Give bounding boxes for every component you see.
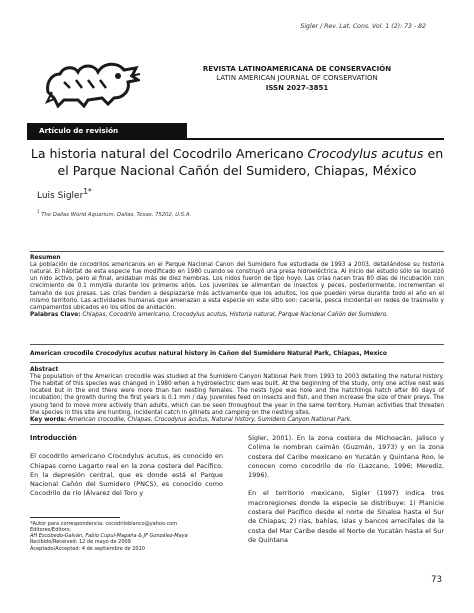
received-date: Recibido/Received: 12 de mayo de 2009 [30,539,131,546]
abstract-bottom-rule [30,424,444,425]
author: Luis Sigler$^{1*}$ [37,187,92,201]
editors-label: Editores/Editors: [30,526,72,533]
journal-header [150,65,444,93]
right-paragraph-2: En el territorio mexicano, Sigler (1997) indica tres macroregiones donde la especie se distribuye: 1) Planicie costera del Pacífico desde el norte de Sinaloa hasta el Sur de Chiapas; 2) rías, bahías, islas y bancos arrecifales de la costa del Mar Caribe desde el Norte de Yucatán hasta el Sur de Quintana [248,489,444,544]
section-label: Artículo de revisión [27,123,187,138]
journal-subtitle: LATIN AMERICAN JOURNAL OF CONSERVATION [216,74,378,83]
resumen-rule [30,251,444,252]
journal-issn: ISSN 2027-3851 [265,83,329,92]
abstract-keywords: Key words: American crocodile, Chiapas, Crocodylus acutus, Natural history, Sumidero Canyon National Park. [30,416,352,423]
article-title: La historia natural del Cocodrilo Americano Crocodylus acutus en el Parque Nacional Cañón del Sumidero, Chiapas, México [30,146,444,178]
running-head: Sigler / Rev. Lat. Cons. Vol. 1 (2): 73 - 82 [300,23,426,30]
abstract-block [30,366,444,424]
intro-column [30,434,223,499]
editors: AH Escobedo-Galván, Fabio Cupul-Magaña & JF González-Maya [30,533,188,540]
footnotes [30,517,223,552]
english-title: American crocodile Crocodylus acutus natural history in Cañon del Sumidero Natural Park, Chiapas, Mexico [30,351,387,357]
page-number: 73 [431,575,442,585]
right-paragraph-1: Sigler, 2001). En la zona costera de Michoacán, Jalisco y Colima le nombran caimán (Guzmán, 1973) y en la zona costera del Caribe mexicano en Yucatán y Quintana Roo, le conocen como cocodrilo de río (Lazcano, 1996; Merediz, 1996). [248,434,444,480]
journal-name: REVISTA LATINOAMERICANA DE CONSERVACIÓN [202,65,392,73]
abstract-rule [30,362,444,363]
english-title-rule [30,344,444,345]
intro-paragraph: El cocodrilo americano Crocodylus acutus, es conocido en Chiapas como Lagarto real en la zona costera del Pacífico. En la depresión central, que es donde está el Parque Nacional Cañón del Sumidero (PNCS), es conocido como Cocodrilo de río (Álvarez del Toro y [30,452,223,498]
affiliation: $^1$ The Dallas World Aquarium, Dallas, Texas, 75202, U.S.A. [37,209,192,218]
footnote-rule [30,517,120,518]
resumen-keywords: Palabras Clave: Chiapas, Cocodrilo americano, Crocodylus acutus, Historia natural, Parque Nacional Cañón del Sumidero. [30,312,388,319]
corresponding-author: *Autor para correspondencia: cocodriloblanco@yahoo.com [30,520,178,527]
resumen-heading: Resumen [30,255,61,261]
intro-heading: Introducción [30,434,77,442]
title-species: Crocodylus acutus [307,146,424,161]
accepted-date: Aceptado/Accepted: 4 de septiembre de 2010 [30,545,145,552]
resumen-block [30,254,444,319]
abstract-text: The population of the American crocodile was studied at the Sumidero Canyon National Park from 1993 to 2003 detailing the natural history. The habitat of this species was changed in 1980 when a hydroelectric dam was built. At the beginning of the study, only one active nest was located but in the end there were more than ten nesting females. The nests type was hole and the hatchlings hatch after 80 days of incubation; the growth during the first years is 0.1 mm / day. Juveniles feed on insects and fish, and then increase the size of their preys. The young tend to move more actively than adults, which can be seen throughout the year in the same territory. Human activities that threaten the species in this site are hunting, incidental catch in gillnets and camping on the nesting sites. [30,374,444,416]
crocodile-logo [44,52,140,110]
resumen-text: La población de cocodrilos americanos en el Parque Nacional Canon del Sumidero fue estudiada de 1993 a 2003, detallándose su historia natural. El hábitat de esta especie fue modificado en 1980 cuando se construyó una presa hidroeléctrica. Al inicio del estudio sólo se localizó un nido activo, pero al final, anidaban más de diez hembras. Los nidos fueron de tipo hoyo. Las crías nacen tras 80 días de incubación con crecimiento de 0.1 mm/día durante los primeros años. Los juveniles se alimentan de insectos y peces, posteriormente, incrementan el tamaño de sus presas. Las crías tienden a desplazarse más activamente que los adultos, los que pueden verse durante todo el año en el mismo territorio. Las actividades humanas que amenazan a esta especie en este sitio son: cacería, pesca incidental en redes de trasmallo y campamentos ubicados en los sitios de anidación. [30,262,444,311]
abstract-heading: Abstract [30,367,59,373]
section-divider [27,138,444,140]
right-column [248,434,444,545]
